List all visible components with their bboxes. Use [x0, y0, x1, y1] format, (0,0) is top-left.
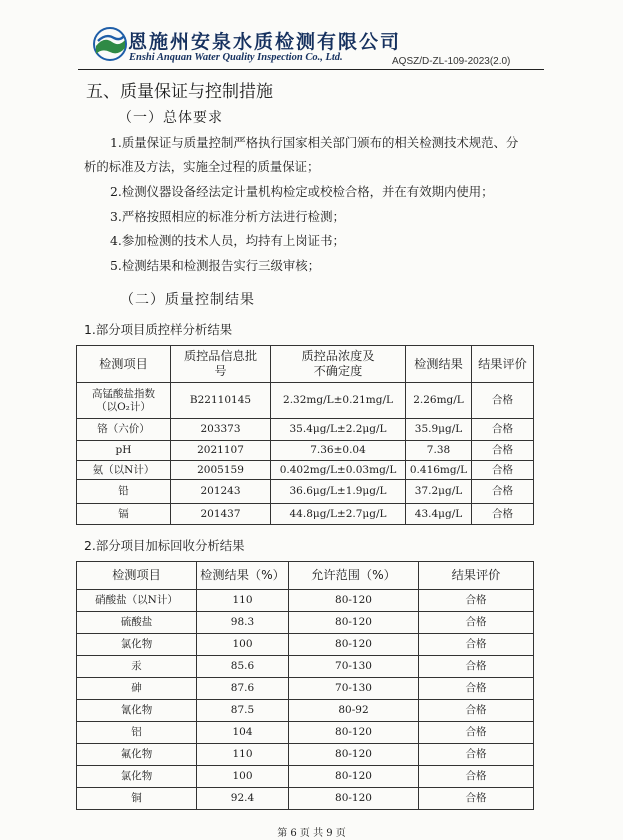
cell-batch: 201243 [171, 480, 271, 504]
cell-result: 87.6 [197, 678, 289, 700]
cell-result: 98.3 [197, 612, 289, 634]
cell-range: 80-120 [289, 722, 419, 744]
cell-evaluation: 合格 [472, 383, 534, 419]
cell-item: 铜 [77, 788, 197, 810]
cell-result: 92.4 [197, 788, 289, 810]
cell-result: 0.416mg/L [406, 461, 472, 480]
cell-range: 70-130 [289, 678, 419, 700]
cell-item: 硝酸盐（以N计） [77, 590, 197, 612]
table-row [77, 480, 534, 504]
cell-batch: 2005159 [171, 461, 271, 480]
col-header-evaluation: 结果评价 [472, 346, 534, 383]
cell-result: 35.9μg/L [406, 419, 472, 441]
company-name-en: Enshi Anquan Water Quality Inspection Co., Ltd. [129, 52, 343, 63]
col-header-evaluation: 结果评价 [419, 562, 534, 590]
cell-result: 87.5 [197, 700, 289, 722]
cell-range: 80-120 [289, 612, 419, 634]
cell-result: 104 [197, 722, 289, 744]
cell-item: 铅 [77, 480, 171, 504]
cell-range: 80-120 [289, 744, 419, 766]
table-row [77, 612, 534, 634]
cell-item: 氰化物 [77, 700, 197, 722]
requirement-4: 4.参加检测的技术人员，均持有上岗证书； [110, 233, 345, 248]
table-row [77, 788, 534, 810]
cell-batch: B22110145 [171, 383, 271, 419]
document-code: AQSZ/D-ZL-109-2023(2.0) [392, 56, 511, 67]
cell-result: 43.4μg/L [406, 504, 472, 525]
table-row [77, 419, 534, 441]
cell-concentration: 44.8μg/L±2.7μg/L [271, 504, 406, 525]
cell-result: 2.26mg/L [406, 383, 472, 419]
table-row [77, 766, 534, 788]
table-row [77, 722, 534, 744]
cell-evaluation: 合格 [419, 722, 534, 744]
spike-recovery-table [76, 561, 534, 810]
table-row [77, 461, 534, 480]
company-name-cn: 恩施州安泉水质检测有限公司 [128, 31, 402, 53]
col-header-item: 检测项目 [77, 562, 197, 590]
cell-result: 85.6 [197, 656, 289, 678]
cell-item: 氟化物 [77, 744, 197, 766]
cell-result: 37.2μg/L [406, 480, 472, 504]
cell-item: pH [77, 441, 171, 461]
col-header-batch: 质控品信息批号 [171, 346, 271, 383]
water-drop-logo-icon [92, 26, 128, 62]
cell-evaluation: 合格 [419, 678, 534, 700]
cell-evaluation: 合格 [419, 744, 534, 766]
cell-evaluation: 合格 [419, 634, 534, 656]
cell-result: 110 [197, 590, 289, 612]
section-title: 五、质量保证与控制措施 [86, 82, 273, 102]
table1-caption: 1.部分项目质控样分析结果 [84, 322, 233, 337]
requirement-2: 2.检测仪器设备经法定计量机构检定或校检合格，并在有效期内使用； [110, 184, 494, 199]
table-row [77, 441, 534, 461]
requirement-5: 5.检测结果和检测报告实行三级审核； [110, 258, 321, 273]
col-header-item: 检测项目 [77, 346, 171, 383]
table2-caption: 2.部分项目加标回收分析结果 [84, 538, 245, 553]
table-header-row [77, 562, 534, 590]
cell-item: 铝 [77, 722, 197, 744]
col-header-range: 允许范围（%） [289, 562, 419, 590]
cell-batch: 203373 [171, 419, 271, 441]
cell-evaluation: 合格 [472, 480, 534, 504]
cell-range: 80-120 [289, 590, 419, 612]
cell-evaluation: 合格 [419, 612, 534, 634]
cell-evaluation: 合格 [419, 788, 534, 810]
cell-item: 铬（六价） [77, 419, 171, 441]
requirement-1-cont: 析的标准及方法，实施全过程的质量保证； [84, 159, 320, 174]
requirement-3: 3.严格按照相应的标准分析方法进行检测； [110, 209, 345, 224]
cell-concentration: 0.402mg/L±0.03mg/L [271, 461, 406, 480]
cell-item: 氯化物 [77, 766, 197, 788]
cell-evaluation: 合格 [419, 590, 534, 612]
cell-batch: 2021107 [171, 441, 271, 461]
col-header-result: 检测结果 [406, 346, 472, 383]
page-number: 第 6 页 共 9 页 [277, 828, 346, 839]
table-row [77, 590, 534, 612]
table-row [77, 744, 534, 766]
table-row [77, 634, 534, 656]
cell-result: 7.38 [406, 441, 472, 461]
cell-result: 100 [197, 634, 289, 656]
cell-evaluation: 合格 [472, 461, 534, 480]
cell-item: 高锰酸盐指数（以O₂计） [77, 383, 171, 419]
cell-range: 80-92 [289, 700, 419, 722]
cell-batch: 201437 [171, 504, 271, 525]
requirement-1: 1.质量保证与质量控制严格执行国家相关部门颁布的相关检测技术规范、分 [110, 135, 519, 150]
col-header-concentration: 质控品浓度及不确定度 [271, 346, 406, 383]
subsection-general-requirements: （一）总体要求 [118, 110, 223, 126]
cell-range: 80-120 [289, 788, 419, 810]
subsection-qc-results: （二）质量控制结果 [120, 292, 255, 308]
cell-result: 100 [197, 766, 289, 788]
cell-item: 汞 [77, 656, 197, 678]
table-row [77, 678, 534, 700]
cell-evaluation: 合格 [472, 441, 534, 461]
cell-evaluation: 合格 [472, 419, 534, 441]
cell-result: 110 [197, 744, 289, 766]
header-divider [78, 69, 544, 70]
cell-item: 氨（以N计） [77, 461, 171, 480]
cell-item: 氯化物 [77, 634, 197, 656]
col-header-result: 检测结果（%） [197, 562, 289, 590]
cell-range: 80-120 [289, 766, 419, 788]
cell-evaluation: 合格 [419, 766, 534, 788]
table-row [77, 656, 534, 678]
cell-concentration: 2.32mg/L±0.21mg/L [271, 383, 406, 419]
cell-item: 镉 [77, 504, 171, 525]
cell-range: 80-120 [289, 634, 419, 656]
cell-concentration: 35.4μg/L±2.2μg/L [271, 419, 406, 441]
table-header-row [77, 346, 534, 383]
qc-sample-table [76, 345, 534, 525]
cell-evaluation: 合格 [419, 700, 534, 722]
cell-evaluation: 合格 [419, 656, 534, 678]
cell-range: 70-130 [289, 656, 419, 678]
cell-concentration: 36.6μg/L±1.9μg/L [271, 480, 406, 504]
cell-item: 砷 [77, 678, 197, 700]
cell-item: 硫酸盐 [77, 612, 197, 634]
cell-evaluation: 合格 [472, 504, 534, 525]
cell-concentration: 7.36±0.04 [271, 441, 406, 461]
company-logo [92, 26, 128, 62]
table-row [77, 504, 534, 525]
table-row [77, 383, 534, 419]
table-row [77, 700, 534, 722]
